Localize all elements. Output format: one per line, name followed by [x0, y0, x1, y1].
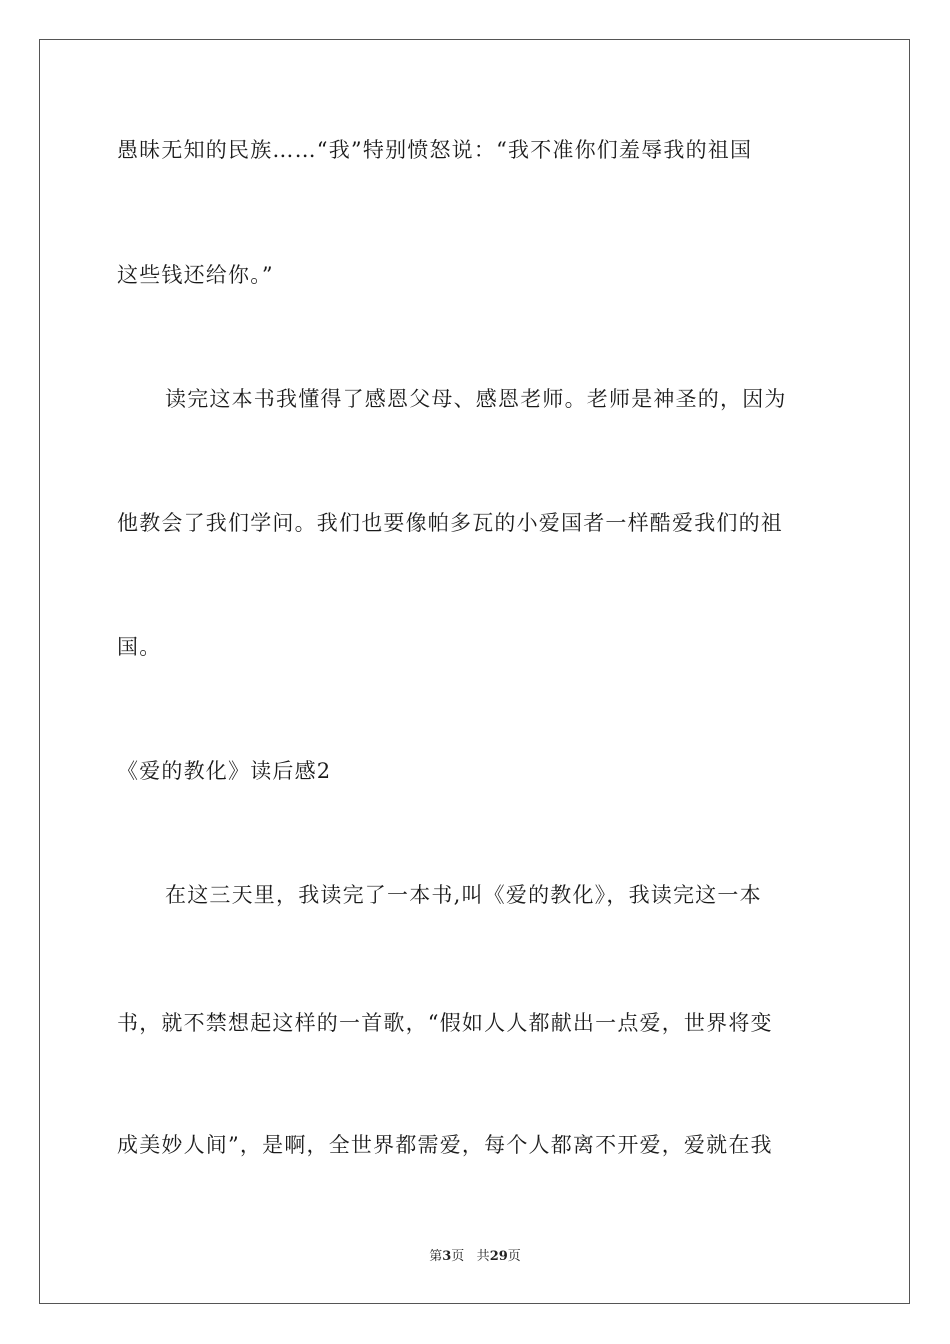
paragraph-start-line: 读完这本书我懂得了感恩父母、感恩老师。老师是神圣的，因为 — [165, 387, 787, 411]
section-heading: 《爱的教化》读后感2 — [117, 759, 332, 783]
text-line: 国。 — [117, 635, 162, 659]
text-line: 这些钱还给你。” — [117, 263, 274, 287]
footer-total-suffix: 页 — [507, 1249, 521, 1264]
footer-total-prefix: 共 — [476, 1249, 490, 1264]
text-line: 他教会了我们学问。我们也要像帕多瓦的小爱国者一样酷爱我们的祖 — [117, 511, 783, 535]
text-line: 书，就不禁想起这样的一首歌，“假如人人都献出一点爱，世界将变 — [117, 1011, 773, 1035]
text-line: 愚昧无知的民族……“我”特别愤怒说：“我不准你们羞辱我的祖国 — [117, 138, 753, 162]
footer-page-total: 29 — [489, 1249, 508, 1264]
page-border — [39, 39, 910, 1304]
text-line: 成美妙人间”，是啊，全世界都需爱，每个人都离不开爱，爱就在我 — [117, 1133, 773, 1157]
footer-page-current: 3 — [442, 1249, 452, 1264]
paragraph-start-line: 在这三天里，我读完了一本书,叫《爱的教化》，我读完这一本 — [165, 883, 762, 907]
footer-page-prefix: 第 — [429, 1249, 443, 1264]
footer-page-suffix: 页 — [451, 1249, 465, 1264]
page-footer — [0, 1249, 950, 1265]
